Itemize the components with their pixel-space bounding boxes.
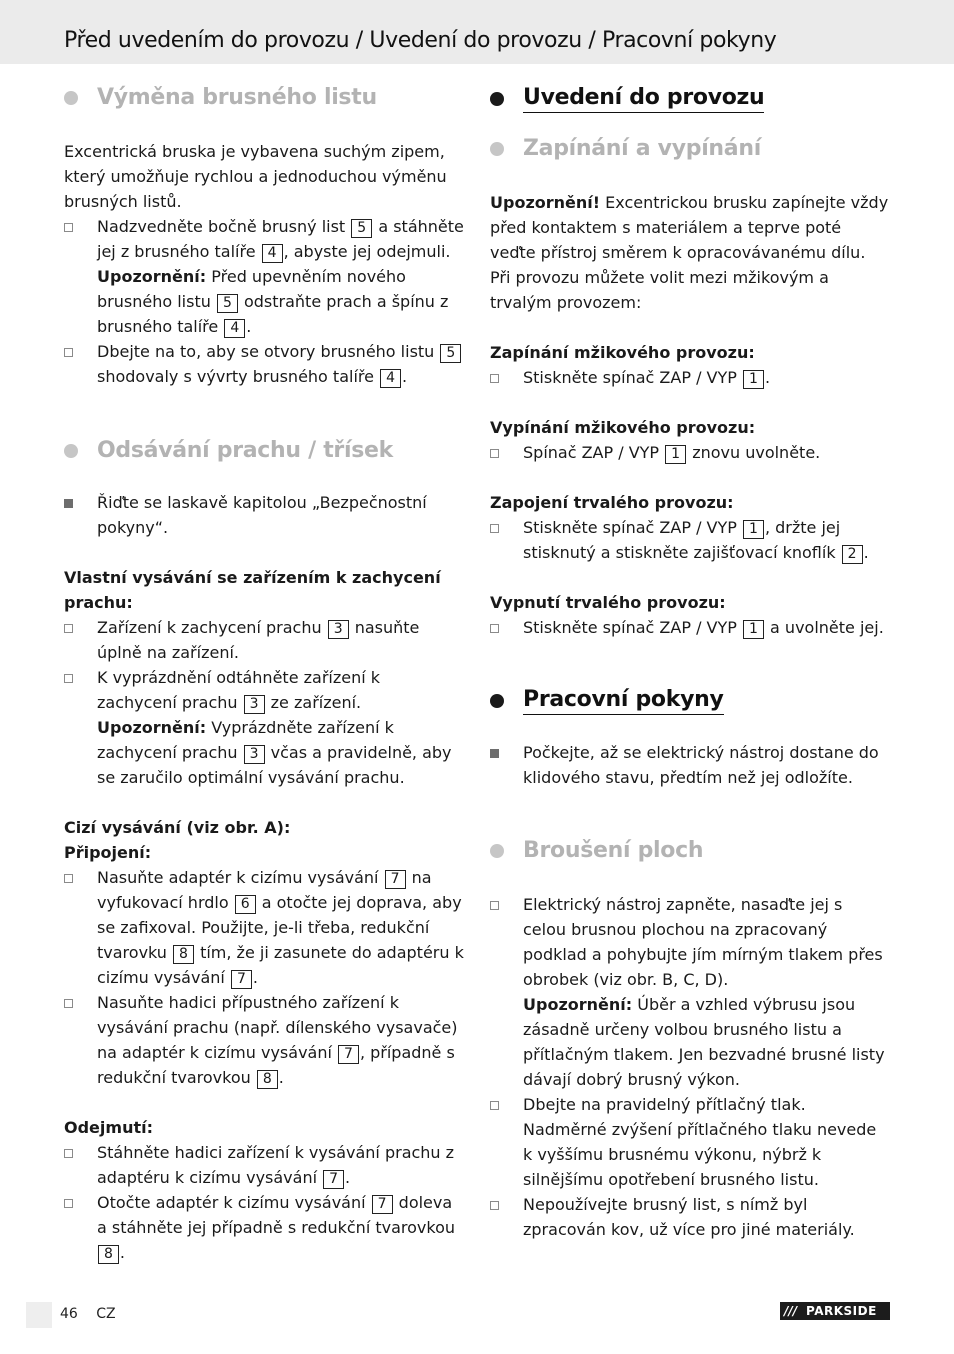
section-heading-work-instructions [490, 686, 890, 715]
checkbox-bullet-icon [490, 1192, 523, 1242]
text: . [246, 317, 252, 336]
part-ref: 5 [217, 294, 238, 313]
text: Excentrickou brusku zapínejte vždy před kontaktem s materiálem a teprve poté veďte přístroj směrem k opracovávanému dílu. [490, 193, 889, 262]
text: . [401, 367, 408, 386]
bullet-dot-icon [490, 694, 504, 708]
text: Stáhněte hadici zařízení k vysávání prachu z adaptéru k cizímu vysávání [97, 1143, 455, 1187]
list-item [64, 1190, 464, 1265]
bullet-dot-icon [64, 444, 78, 458]
subheading: Vypnutí trvalého provozu: [490, 593, 726, 612]
list-item [490, 740, 890, 790]
text: a stáhněte jej z brusného talíře [97, 217, 464, 261]
checkbox-bullet-icon [490, 892, 523, 1092]
part-ref: 7 [323, 1170, 344, 1189]
text: znovu uvolněte. [692, 443, 821, 462]
paragraph: Excentrická bruska je vybavena suchým zipem, který umožňuje rychlou a jednoduchou výměnu brusných listů. [64, 142, 447, 211]
list-item [490, 515, 890, 565]
checkbox-bullet-icon [490, 1092, 523, 1192]
text: . [252, 968, 258, 987]
checkbox-bullet-icon [64, 865, 97, 990]
text: Nepoužívejte brusný list, s nímž byl zpracován kov, už více pro jiné materiály. [523, 1195, 855, 1239]
part-ref: 1 [743, 370, 764, 389]
list-item [64, 615, 464, 665]
text: , držte jej stisknutý a stiskněte zajišťovací knoflík [523, 518, 841, 562]
section-title: Broušení ploch [523, 838, 704, 863]
subheading: Zapínání mžikového provozu: [490, 343, 755, 362]
list-item [64, 665, 464, 790]
part-ref: 7 [231, 970, 252, 989]
part-ref: 3 [244, 745, 265, 764]
section-title: Uvedení do provozu [523, 84, 764, 113]
subheading: Odejmutí: [64, 1118, 153, 1137]
text: Řiďte se laskavě kapitolou „Bezpečnostní pokyny“. [97, 493, 427, 537]
subheading: Vlastní vysávání se zařízením k zachycení prachu: [64, 568, 441, 612]
section-heading-start-up [490, 84, 890, 113]
part-ref: 1 [665, 445, 686, 464]
section-title: Výměna brusného listu [97, 85, 377, 110]
text: Stiskněte spínač ZAP / VYP [523, 618, 737, 637]
text: Před upevněním nového brusného listu [97, 267, 406, 311]
text: Elektrický nástroj zapněte, nasaďte jej s celou brusnou plochou na zpracovaný podklad a pohybujte jím mírným tlakem přes obrobek (viz obr. B, C, D). [523, 895, 883, 989]
checkbox-bullet-icon [490, 615, 523, 640]
checkbox-bullet-icon [64, 1190, 97, 1265]
text: a otočte jej doprava, aby se zafixoval. Použijte, je-li třeba, redukční tvarovku [97, 893, 462, 962]
section-heading-surface-sanding [490, 837, 890, 865]
part-ref: 7 [372, 1195, 393, 1214]
text: na vyfukovací hrdlo [97, 868, 432, 912]
section-title: Odsávání prachu / třísek [97, 438, 393, 463]
text: Dbejte na to, aby se otvory brusného listu [97, 342, 435, 361]
text: , abyste jej odejmuli. [283, 242, 451, 261]
list-item [490, 1092, 890, 1192]
brand-logo [780, 1302, 890, 1320]
subheading: Cizí vysávání (viz obr. A): [64, 818, 291, 837]
text: Otočte adaptér k cizímu vysávání [97, 1193, 366, 1212]
section-heading-sanding-sheet [64, 84, 464, 112]
part-ref: 3 [328, 620, 349, 639]
part-ref: 1 [743, 620, 764, 639]
list-item [490, 892, 890, 1092]
text: včas a pravidelně, aby se zaručilo optimální vysávání prachu. [97, 743, 452, 787]
paragraph [490, 190, 890, 265]
text: Stiskněte spínač ZAP / VYP [523, 368, 737, 387]
list-item [64, 990, 464, 1090]
text: , případně s redukční tvarovkou [97, 1043, 455, 1087]
checkbox-bullet-icon [64, 1140, 97, 1190]
page-header [0, 0, 954, 64]
text: Počkejte, až se elektrický nástroj dostane do klidového stavu, předtím než jej odložíte. [523, 743, 879, 787]
checkbox-bullet-icon [64, 214, 97, 339]
bullet-dot-icon [64, 91, 78, 105]
subheading: Připojení: [64, 843, 152, 862]
text: Vyprázdněte zařízení k zachycení prachu [97, 718, 394, 762]
part-ref: 5 [440, 344, 461, 363]
text: Stiskněte spínač ZAP / VYP [523, 518, 737, 537]
subheading: Vypínání mžikového provozu: [490, 418, 756, 437]
text: . [345, 1168, 351, 1187]
page-number: 46 [60, 1306, 78, 1322]
list-item [490, 1192, 890, 1242]
checkbox-bullet-icon [64, 339, 97, 389]
list-item [490, 440, 890, 465]
part-ref: 8 [257, 1070, 278, 1089]
right-column [490, 84, 890, 1242]
text: tím, že ji zasunete do adaptéru k cizímu vysávání [97, 943, 464, 987]
left-column [64, 84, 464, 1265]
text: Nasuňte hadici přípustného zařízení k vysávání prachu (např. dílenského vysavače) na adaptér k cizímu vysávání [97, 993, 458, 1062]
page-number-box [26, 1302, 52, 1328]
list-item [64, 214, 464, 339]
list-item [64, 865, 464, 990]
list-item [64, 490, 464, 540]
checkbox-bullet-icon [490, 515, 523, 565]
checkbox-bullet-icon [490, 440, 523, 465]
section-title: Pracovní pokyny [523, 686, 724, 715]
paragraph: Při provozu můžete volit mezi mžikovým a trvalým provozem: [490, 268, 829, 312]
checkbox-bullet-icon [64, 990, 97, 1090]
note-label: Upozornění: [97, 267, 207, 286]
section-title: Zapínání a vypínání [523, 136, 761, 161]
part-ref: 8 [98, 1245, 119, 1264]
text: doleva a stáhněte jej případně s redukční tvarovkou [97, 1193, 455, 1237]
list-item [490, 615, 890, 640]
square-bullet-icon [490, 740, 523, 790]
part-ref: 7 [338, 1045, 359, 1064]
part-ref: 1 [743, 520, 764, 539]
part-ref: 3 [244, 695, 265, 714]
text: K vyprázdnění odtáhněte zařízení k zachycení prachu [97, 668, 381, 712]
list-item [64, 1140, 464, 1190]
part-ref: 4 [380, 369, 401, 388]
part-ref: 4 [262, 244, 283, 263]
logo-stripes-icon: /// [784, 1304, 798, 1318]
checkbox-bullet-icon [490, 365, 523, 390]
page-title: Před uvedením do provozu / Uvedení do provozu / Pracovní pokyny [64, 28, 777, 53]
part-ref: 4 [224, 319, 245, 338]
text: shodovaly s vývrty brusného talíře [97, 367, 374, 386]
text: Zařízení k zachycení prachu [97, 618, 322, 637]
subheading: Zapojení trvalého provozu: [490, 493, 734, 512]
section-heading-switching [490, 135, 890, 163]
footer [60, 1306, 130, 1322]
checkbox-bullet-icon [64, 665, 97, 790]
part-ref: 6 [235, 895, 256, 914]
text: Úběr a vzhled výbrusu jsou zásadně určeny volbou brusného listu a přítlačným tlakem. Jen bezvadné brusné listy dávají dobrý brusný výkon. [523, 995, 885, 1089]
bullet-dot-icon [490, 844, 504, 858]
list-item [490, 365, 890, 390]
warning-label: Upozornění! [490, 193, 601, 212]
checkbox-bullet-icon [64, 615, 97, 665]
text: . [278, 1068, 284, 1087]
bullet-dot-icon [490, 142, 504, 156]
text: . [863, 543, 869, 562]
logo-text: PARKSIDE [806, 1304, 877, 1318]
part-ref: 8 [173, 945, 194, 964]
part-ref: 2 [842, 545, 863, 564]
text: a uvolněte jej. [770, 618, 884, 637]
text: Dbejte na pravidelný přítlačný tlak. Nadměrné zvýšení přítlačného tlaku nevede k vyššímu brusnému výkonu, nýbrž k silnějšímu opotřebení brusného listu. [523, 1095, 877, 1189]
text: nasuňte úplně na zařízení. [97, 618, 420, 662]
text: ze zařízení. [270, 693, 362, 712]
section-heading-dust-extraction [64, 437, 464, 465]
part-ref: 7 [385, 870, 406, 889]
text: . [119, 1243, 126, 1262]
part-ref: 5 [351, 219, 372, 238]
text: Nasuňte adaptér k cizímu vysávání [97, 868, 379, 887]
bullet-dot-icon [490, 92, 504, 106]
text: Nadzvedněte bočně brusný list [97, 217, 346, 236]
list-item [64, 339, 464, 389]
text: . [764, 368, 771, 387]
text: odstraňte prach a špínu z brusného talíře [97, 292, 449, 336]
language-code: CZ [96, 1306, 116, 1322]
note-label: Upozornění: [97, 718, 207, 737]
note-label: Upozornění: [523, 995, 633, 1014]
text: Spínač ZAP / VYP [523, 443, 660, 462]
square-bullet-icon [64, 490, 97, 540]
